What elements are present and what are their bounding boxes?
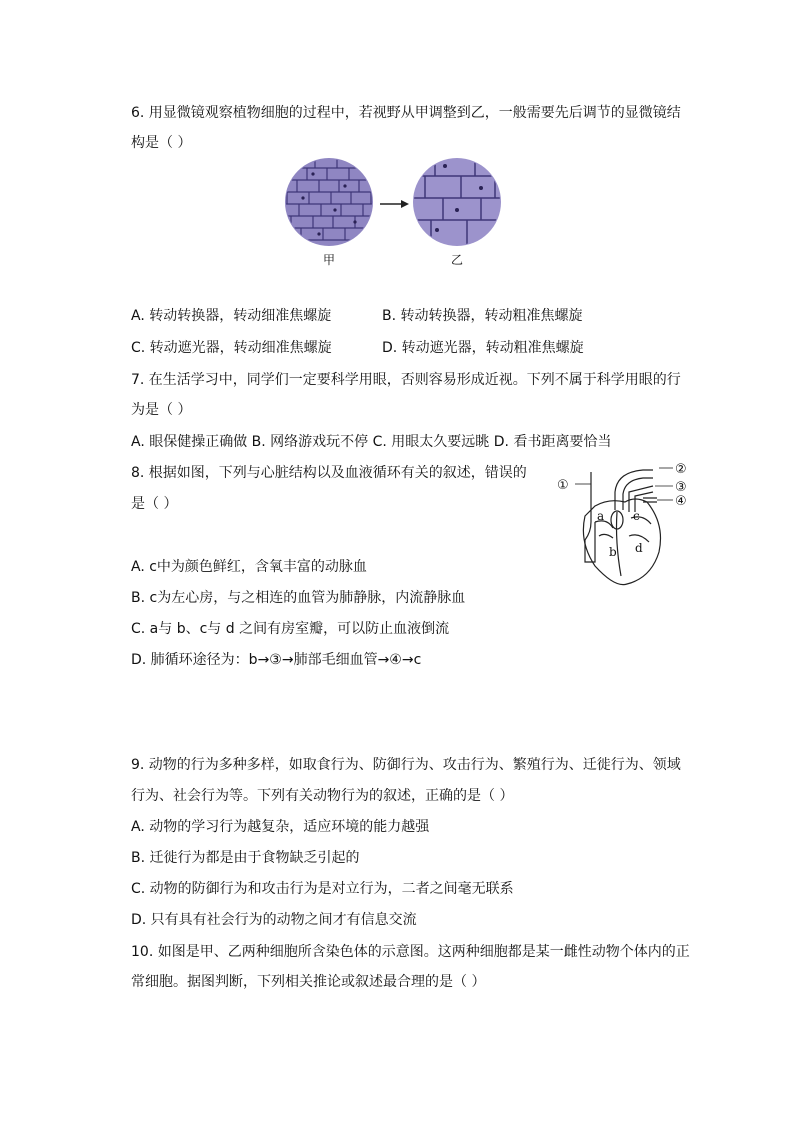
q9-stem-line1: 9. 动物的行为多种多样，如取食行为、防御行为、攻击行为、繁殖行为、迁徙行为、领域: [131, 757, 681, 773]
q9-option-b: B. 迁徙行为都是由于食物缺乏引起的: [131, 850, 360, 866]
q6-stem-line2: 构是（ ）: [131, 135, 192, 151]
q6-option-d: D. 转动遮光器，转动粗准焦螺旋: [382, 340, 584, 356]
q10-stem-line2: 常细胞。据图判断，下列相关推论或叙述最合理的是（ ）: [131, 974, 486, 990]
q6-option-c: C. 转动遮光器，转动细准焦螺旋: [131, 340, 332, 356]
q8-stem-line1: 8. 根据如图，下列与心脏结构以及血液循环有关的叙述，错误的: [131, 465, 527, 481]
q7-stem-line2: 为是（ ）: [131, 402, 192, 418]
q6-stem-line1: 6. 用显微镜观察植物细胞的过程中，若视野从甲调整到乙，一般需要先后调节的显微镜结: [131, 105, 681, 121]
q9-option-c: C. 动物的防御行为和攻击行为是对立行为，二者之间毫无联系: [131, 881, 514, 897]
heart-label-1: ①: [557, 478, 569, 493]
q9-stem-line2: 行为、社会行为等。下列有关动物行为的叙述，正确的是（ ）: [131, 788, 514, 804]
q7-options: A. 眼保健操正确做 B. 网络游戏玩不停 C. 用眼太久要远眺 D. 看书距离要恰当: [131, 434, 612, 450]
heart-structure-figure: [555, 462, 695, 592]
microscope-cell-figure: [285, 158, 505, 270]
q8-option-d: D. 肺循环途径为：b→③→肺部毛细血管→④→c: [131, 652, 422, 668]
q10-stem-line1: 10. 如图是甲、乙两种细胞所含染色体的示意图。这两种细胞都是某一雌性动物个体内的正: [131, 944, 690, 960]
q8-stem-line2: 是（ ）: [131, 496, 178, 512]
q8-option-c: C. a与 b、c与 d 之间有房室瓣，可以防止血液倒流: [131, 621, 450, 637]
q9-option-d: D. 只有具有社会行为的动物之间才有信息交流: [131, 912, 417, 928]
fig-label-jia: 甲: [322, 253, 336, 267]
heart-label-d: d: [635, 541, 643, 555]
fig-label-yi: 乙: [450, 253, 464, 267]
q7-stem-line1: 7. 在生活学习中，同学们一定要科学用眼，否则容易形成近视。下列不属于科学用眼的行: [131, 372, 681, 388]
heart-label-3: ③: [675, 480, 687, 495]
q8-option-b: B. c为左心房，与之相连的血管为肺静脉，内流静脉血: [131, 590, 466, 606]
heart-label-2: ②: [675, 462, 687, 477]
heart-label-4: ④: [675, 494, 687, 509]
heart-label-a: a: [597, 509, 605, 523]
heart-label-c: c: [633, 509, 640, 523]
q9-option-a: A. 动物的学习行为越复杂，适应环境的能力越强: [131, 819, 430, 835]
q6-option-a: A. 转动转换器，转动细准焦螺旋: [131, 308, 332, 324]
q8-option-a: A. c中为颜色鲜红，含氧丰富的动脉血: [131, 559, 367, 575]
q6-option-b: B. 转动转换器，转动粗准焦螺旋: [382, 308, 583, 324]
heart-label-b: b: [609, 545, 617, 559]
